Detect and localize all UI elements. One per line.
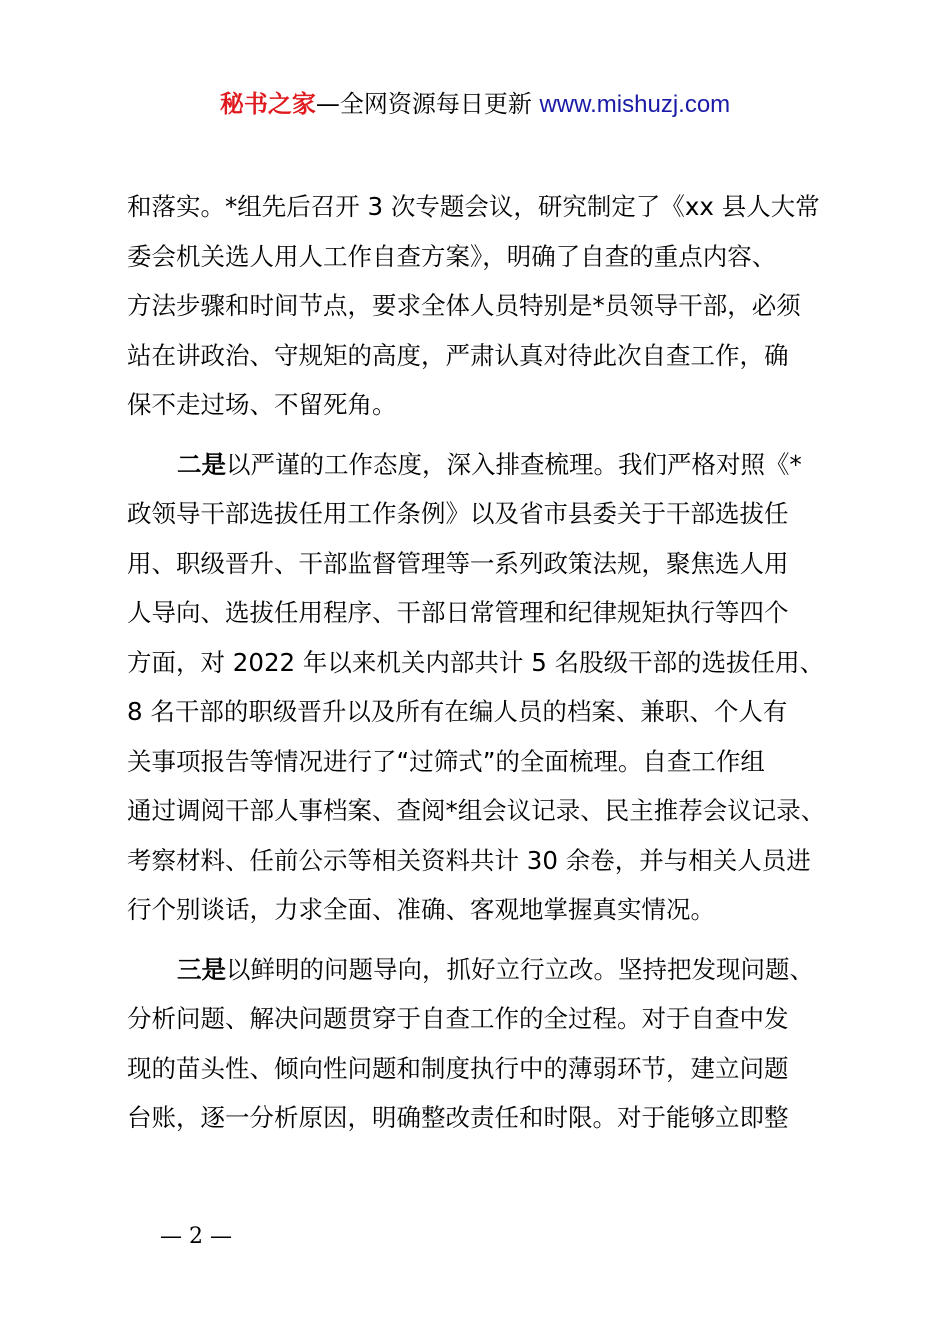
text-segment: 以鲜明的问题导向，抓好立行立改。坚持把发现问题、 (226, 954, 814, 984)
text-line: 政领导干部选拔任用工作条例》以及省市县委关于干部选拔任 (127, 499, 789, 528)
text-line: 人导向、选拔任用程序、干部日常管理和纪律规矩执行等四个 (127, 598, 789, 627)
text-line: 台账，逐一分析原因，明确整改责任和时限。对于能够立即整 (127, 1103, 789, 1132)
text-line: 通过调阅干部人事档案、查阅*组会议记录、民主推荐会议记录、 (127, 796, 826, 825)
text-line: 方法步骤和时间节点，要求全体人员特别是*员领导干部，必须 (127, 291, 801, 320)
text-segment: 以严谨的工作态度，深入排查梳理。我们严格对照《* (226, 449, 802, 479)
paragraph-3 (127, 945, 847, 1143)
paragraph-first-line (127, 440, 847, 490)
text-line: 行个别谈话，力求全面、准确、客观地掌握真实情况。 (127, 895, 715, 924)
paragraph-lead: 二是 (177, 449, 226, 479)
text-line: 8 名干部的职级晋升以及所有在编人员的档案、兼职、个人有 (127, 697, 788, 726)
header-slogan: —全网资源每日更新 (315, 90, 532, 118)
text-line: 保不走过场、不留死角。 (127, 390, 397, 419)
page-number: — 2 — (160, 1224, 232, 1249)
text-line: 和落实。*组先后召开 3 次专题会议，研究制定了《xx 县人大常 (127, 192, 820, 221)
site-header (0, 88, 950, 121)
site-url-link[interactable]: www.mishuzj.com (539, 91, 731, 118)
paragraph-lead: 三是 (177, 954, 226, 984)
text-line: 分析问题、解决问题贯穿于自查工作的全过程。对于自查中发 (127, 1004, 789, 1033)
paragraph-2 (127, 440, 847, 935)
text-line: 方面，对 2022 年以来机关内部共计 5 名股级干部的选拔任用、 (127, 647, 825, 677)
text-line: 站在讲政治、守规矩的高度，严肃认真对待此次自查工作，确 (127, 340, 789, 370)
paragraph-1 (127, 182, 847, 430)
text-line: 现的苗头性、倾向性问题和制度执行中的薄弱环节，建立问题 (127, 1053, 789, 1083)
paragraph-first-line (127, 945, 847, 995)
text-line: 委会机关选人用人工作自查方案》，明确了自查的重点内容、 (127, 241, 777, 271)
brand-name: 秘书之家 (219, 90, 316, 118)
text-line: 考察材料、任前公示等相关资料共计 30 余卷，并与相关人员进 (127, 845, 811, 875)
document-body (127, 182, 847, 1143)
text-line: 用、职级晋升、干部监督管理等一系列政策法规，聚焦选人用 (127, 548, 789, 578)
text-line: 关事项报告等情况进行了“过筛式”的全面梳理。自查工作组 (127, 746, 765, 776)
